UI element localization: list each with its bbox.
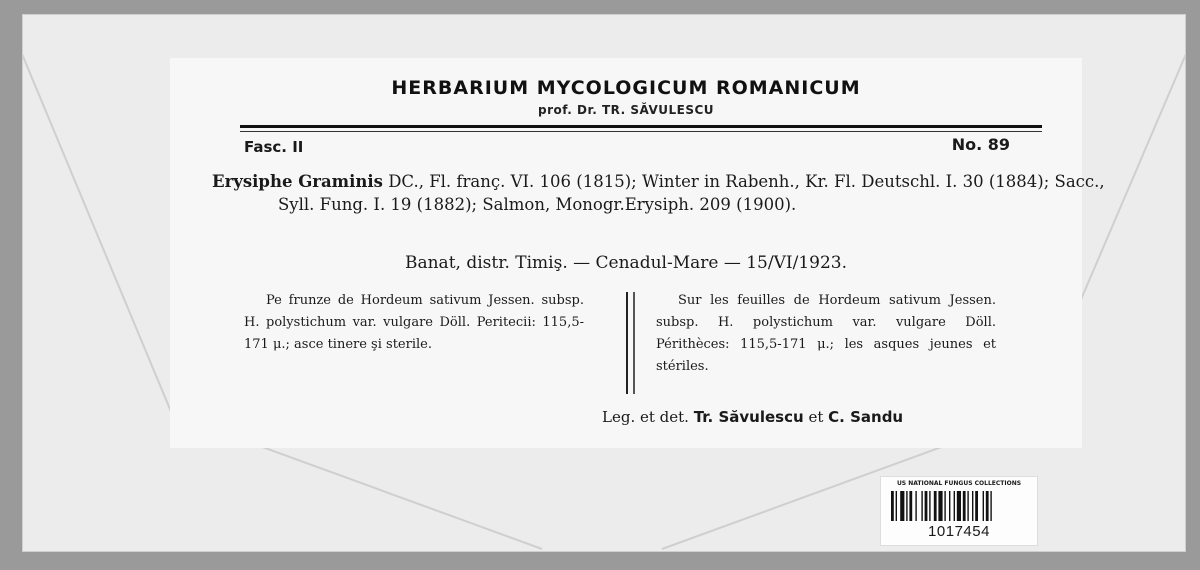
barcode-header: US NATIONAL FUNGUS COLLECTIONS [896,480,1022,487]
specimen-envelope [22,14,1186,552]
barcode-number: 1017454 [928,523,990,540]
fascicle-label: Fasc. II [244,138,304,156]
collectors-prefix: Leg. et det. [602,408,689,426]
collectors-conj: et [808,408,824,426]
description-french: Sur les feuilles de Hordeum sativum Jessen. subsp. H. polystichum var. vulgare Döll. Périthèces: 115,5-171 μ.; les asques jeunes et stériles. [656,293,996,374]
species-name: Erysiphe Graminis [212,172,383,191]
collector-first: Tr. Săvulescu [693,408,804,426]
barcode-label [880,476,1038,546]
herbarium-director: prof. Dr. TR. SĂVULESCU [537,103,715,117]
species-citation: DC., Fl. franç. VI. 106 (1815); Winter in Rabenh., Kr. Fl. Deutschl. I. 30 (1884); Sacc., Syll. Fung. I. 19 (1882); Salmon, Monogr.Erysiph. 209 (1900). [278,172,1105,214]
specimen-number: No. 89 [951,135,1010,154]
barcode-icon [891,491,1027,521]
collector-second: C. Sandu [828,408,904,426]
header-rule-thin [240,131,1042,132]
locality-line: Banat, distr. Timiş. — Cenadul-Mare — 15/VI/1923. [404,253,847,273]
header-rule [240,125,1042,128]
collectors-line [602,408,903,426]
species-citation-block [212,170,1118,216]
column-divider [626,292,635,394]
herbarium-title: HERBARIUM MYCOLOGICUM ROMANICUM [391,77,861,99]
description-romanian: Pe frunze de Hordeum sativum Jessen. subsp. H. polystichum var. vulgare Döll. Peritecii: 115,5-171 μ.; asce tinere şi sterile. [244,293,584,352]
herbarium-label [170,58,1105,448]
